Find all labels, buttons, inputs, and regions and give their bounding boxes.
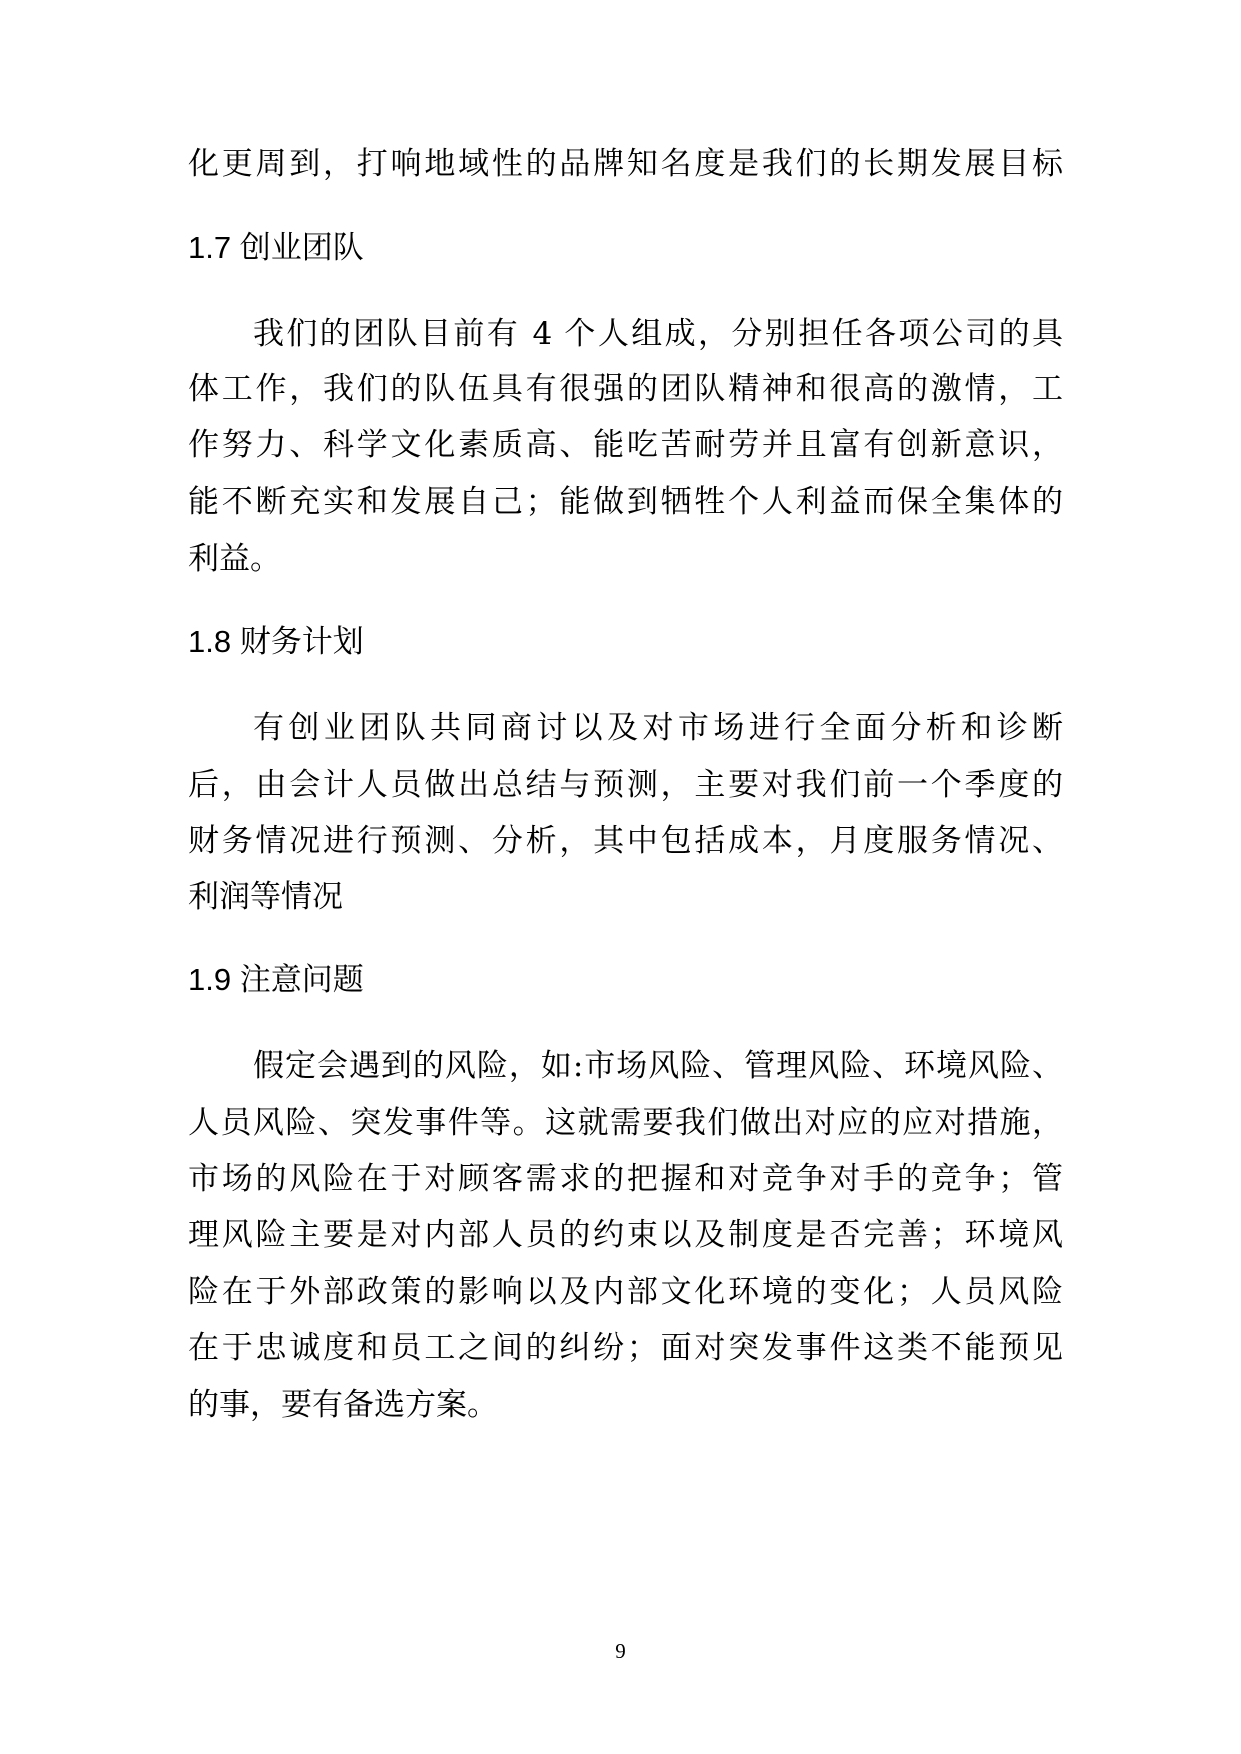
body-text-line: 利益。 (188, 541, 281, 577)
body-text-line: 理风险主要是对内部人员的约束以及制度是否完善；环境风 (188, 1217, 1063, 1253)
body-text-line: 有创业团队共同商讨以及对市场进行全面分析和诊断 (253, 710, 1063, 746)
page-number: 9 (615, 1639, 626, 1663)
body-text-line: 险在于外部政策的影响以及内部文化环境的变化；人员风险 (188, 1274, 1063, 1310)
body-text-line: 市场的风险在于对顾客需求的把握和对竞争对手的竞争；管 (188, 1161, 1063, 1197)
body-text-line: 人员风险、突发事件等。这就需要我们做出对应的应对措施， (188, 1105, 1063, 1141)
body-text-line: 化更周到，打响地域性的品牌知名度是我们的长期发展目标 (188, 146, 1063, 182)
body-text-line: 作努力、科学文化素质高、能吃苦耐劳并且富有创新意识， (188, 427, 1063, 463)
section-heading: 1.8 财务计划 (188, 624, 364, 659)
body-text-line: 的事，要有备选方案。 (188, 1387, 498, 1423)
section-heading: 1.9 注意问题 (188, 962, 364, 997)
body-text-line: 能不断充实和发展自己；能做到牺牲个人利益而保全集体的 (188, 484, 1063, 520)
body-text-line: 财务情况进行预测、分析，其中包括成本，月度服务情况、 (188, 823, 1063, 859)
body-text-line: 假定会遇到的风险，如:市场风险、管理风险、环境风险、 (253, 1048, 1063, 1084)
body-text-line: 在于忠诚度和员工之间的纠纷；面对突发事件这类不能预见 (188, 1330, 1063, 1366)
body-text-line: 利润等情况 (188, 879, 343, 915)
body-text-line: 体工作，我们的队伍具有很强的团队精神和很高的激情，工 (188, 371, 1063, 407)
body-text-line: 后，由会计人员做出总结与预测，主要对我们前一个季度的 (188, 767, 1063, 803)
section-heading: 1.7 创业团队 (188, 230, 364, 265)
body-text-line: 我们的团队目前有 4 个人组成，分别担任各项公司的具 (253, 316, 1063, 352)
